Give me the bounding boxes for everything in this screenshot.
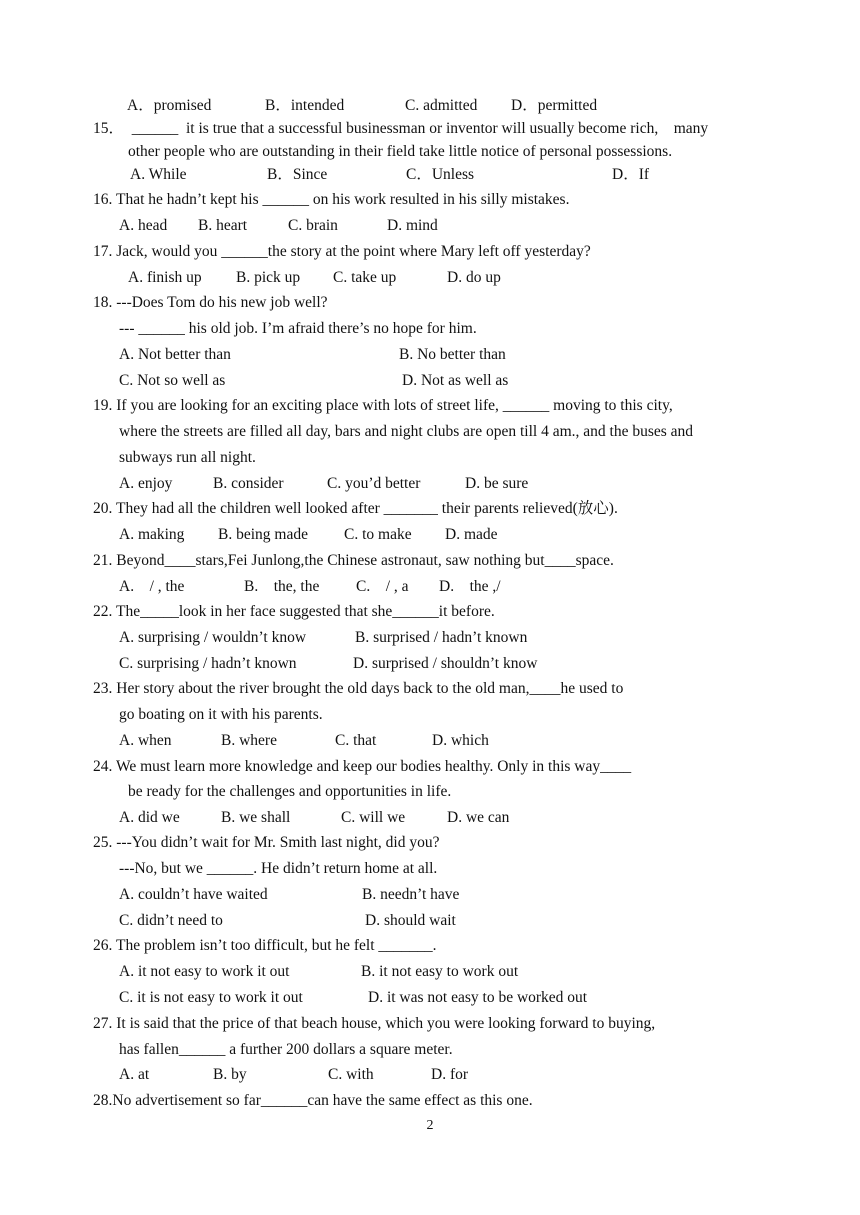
q15-stem: 15． ______ it is true that a successful businessman or inventor will usually become rich, many xyxy=(93,120,709,137)
q22-stem: 22. The_____look in her face suggested that she______it before. xyxy=(93,603,495,620)
q17-options-option-0: A. finish up xyxy=(128,269,202,286)
q26-options-1-option-0: A. it not easy to work it out xyxy=(119,963,290,980)
q18-stem-2: --- ______ his old job. I’m afraid there’s no hope for him. xyxy=(119,320,477,337)
q25-options-2-option-0: C. didn’t need to xyxy=(119,912,223,929)
q24-options-option-3: D. we can xyxy=(447,809,510,826)
q21-options-option-3: D. the ,/ xyxy=(439,578,501,595)
q28-stem: 28.No advertisement so far______can have the same effect as this one. xyxy=(93,1092,533,1109)
q14-options-option-1: B．intended xyxy=(265,97,345,114)
q21-options-option-0: A. / , the xyxy=(119,578,185,595)
q16-options-option-2: C. brain xyxy=(288,217,338,234)
q27-options-option-1: B. by xyxy=(213,1066,247,1083)
q21-stem: 21. Beyond____stars,Fei Junlong,the Chinese astronaut, saw nothing but____space. xyxy=(93,552,614,569)
q17-stem: 17. Jack, would you ______the story at the point where Mary left off yesterday? xyxy=(93,243,591,260)
q23-stem-2: go boating on it with his parents. xyxy=(119,706,323,723)
q23-options-option-1: B. where xyxy=(221,732,277,749)
q14-options-option-2: C. admitted xyxy=(405,97,478,114)
q14-options-option-3: D．permitted xyxy=(511,97,598,114)
q25-stem: 25. ---You didn’t wait for Mr. Smith last night, did you? xyxy=(93,834,440,851)
q19-stem: 19. If you are looking for an exciting place with lots of street life, ______ moving to this city, xyxy=(93,397,673,414)
q16-stem: 16. That he hadn’t kept his ______ on his work resulted in his silly mistakes. xyxy=(93,191,570,208)
q20-options-option-3: D. made xyxy=(445,526,498,543)
q22-options-1-option-1: B. surprised / hadn’t known xyxy=(355,629,528,646)
q24-options-option-1: B. we shall xyxy=(221,809,291,826)
q20-options-option-1: B. being made xyxy=(218,526,308,543)
q27-options-option-2: C. with xyxy=(328,1066,374,1083)
q18-options-1-option-1: B. No better than xyxy=(399,346,506,363)
q26-options-2-option-1: D. it was not easy to be worked out xyxy=(368,989,588,1006)
q25-stem-2: ---No, but we ______. He didn’t return home at all. xyxy=(119,860,438,877)
q18-options-2-option-0: C. Not so well as xyxy=(119,372,226,389)
q20-options-option-2: C. to make xyxy=(344,526,412,543)
q17-options-option-1: B. pick up xyxy=(236,269,301,286)
q15-options-option-0: A. While xyxy=(130,166,187,183)
q24-stem: 24. We must learn more knowledge and keep our bodies healthy. Only in this way____ xyxy=(93,758,632,775)
q15-options-option-2: C．Unless xyxy=(406,166,475,183)
q27-stem: 27. It is said that the price of that beach house, which you were looking forward to buying, xyxy=(93,1015,656,1032)
q27-options-option-0: A. at xyxy=(119,1066,150,1083)
q16-options-option-1: B. heart xyxy=(198,217,248,234)
q23-stem: 23. Her story about the river brought the old days back to the old man,____he used to xyxy=(93,680,624,697)
q19-options-option-0: A. enjoy xyxy=(119,475,173,492)
q27-stem-2: has fallen______ a further 200 dollars a square meter. xyxy=(119,1041,453,1058)
q26-stem: 26. The problem isn’t too difficult, but he felt _______. xyxy=(93,937,437,954)
q19-stem-3: subways run all night. xyxy=(119,449,256,466)
q26-options-1-option-1: B. it not easy to work out xyxy=(361,963,519,980)
q25-options-1-option-1: B. needn’t have xyxy=(362,886,460,903)
q21-options-option-1: B. the, the xyxy=(244,578,320,595)
q23-options-option-2: C. that xyxy=(335,732,377,749)
q16-options-option-3: D. mind xyxy=(387,217,438,234)
q17-options-option-3: D. do up xyxy=(447,269,501,286)
q24-stem-2: be ready for the challenges and opportunities in life. xyxy=(128,783,452,800)
page-number: 2 xyxy=(426,1118,434,1133)
q26-options-2-option-0: C. it is not easy to work it out xyxy=(119,989,303,1006)
q17-options-option-2: C. take up xyxy=(333,269,397,286)
q15-options-option-3: D．If xyxy=(612,166,650,183)
q19-stem-2: where the streets are filled all day, bars and night clubs are open till 4 am., and the buses and xyxy=(119,423,694,440)
q15-options-option-1: B．Since xyxy=(267,166,328,183)
q18-stem: 18. ---Does Tom do his new job well? xyxy=(93,294,328,311)
q18-options-2-option-1: D. Not as well as xyxy=(402,372,509,389)
q14-options-option-0: A．promised xyxy=(127,97,212,114)
q25-options-2-option-1: D. should wait xyxy=(365,912,456,929)
q22-options-2-option-0: C. surprising / hadn’t known xyxy=(119,655,297,672)
q24-options-option-0: A. did we xyxy=(119,809,180,826)
q18-options-1-option-0: A. Not better than xyxy=(119,346,231,363)
q24-options-option-2: C. will we xyxy=(341,809,406,826)
q16-options-option-0: A. head xyxy=(119,217,168,234)
q20-options-option-0: A. making xyxy=(119,526,185,543)
q19-options-option-3: D. be sure xyxy=(465,475,529,492)
q22-options-1-option-0: A. surprising / wouldn’t know xyxy=(119,629,307,646)
q23-options-option-0: A. when xyxy=(119,732,172,749)
q20-stem: 20. They had all the children well looked after _______ their parents relieved(放心). xyxy=(93,500,618,517)
q25-options-1-option-0: A. couldn’t have waited xyxy=(119,886,268,903)
q21-options-option-2: C. / , a xyxy=(356,578,409,595)
q19-options-option-1: B. consider xyxy=(213,475,284,492)
q15-stem-2: other people who are outstanding in their field take little notice of personal possessions. xyxy=(128,143,673,160)
q23-options-option-3: D. which xyxy=(432,732,489,749)
q19-options-option-2: C. you’d better xyxy=(327,475,421,492)
q22-options-2-option-1: D. surprised / shouldn’t know xyxy=(353,655,538,672)
q27-options-option-3: D. for xyxy=(431,1066,469,1083)
